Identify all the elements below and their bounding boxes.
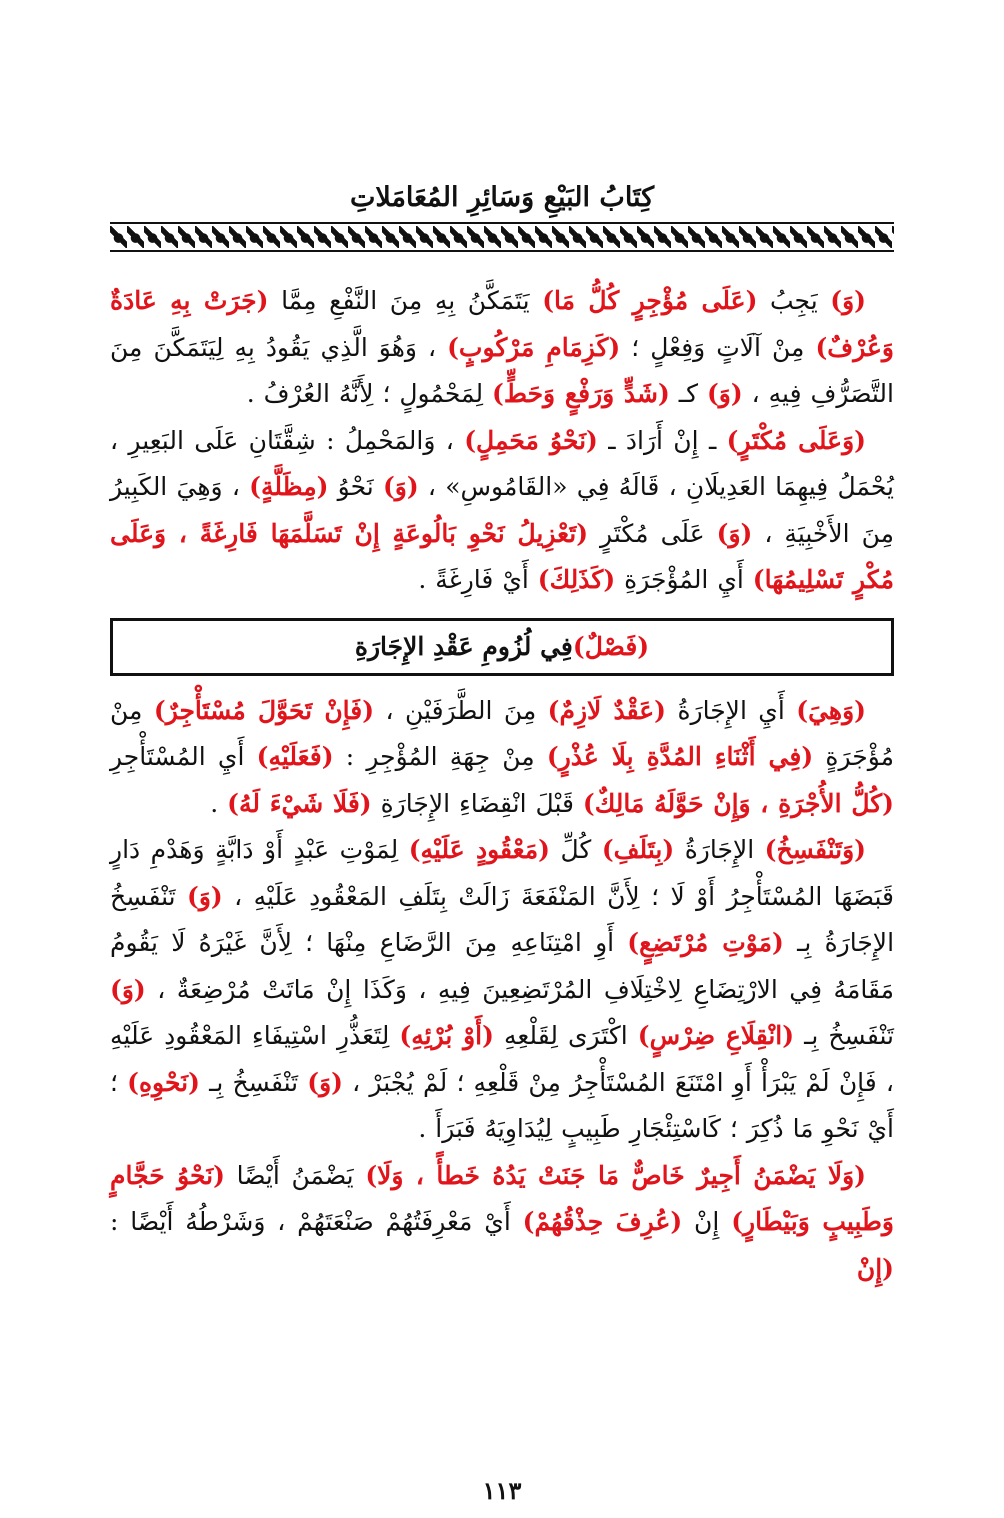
sharh-text-segment: أَيْ مَعْرِفَتُهُمْ صَنْعَتَهُمْ ، وَشَرْطُهُ أَيْضًا : bbox=[110, 1207, 523, 1236]
matn-text-segment: (نَحْوُ حَجَّامٍ وَطَبِيبٍ وَبَيْطَارٍ) bbox=[110, 1160, 894, 1236]
matn-text-segment: (مَعْقُودٍ عَلَيْهِ) bbox=[408, 835, 550, 864]
matn-text-segment: (إِنْ bbox=[856, 1253, 894, 1283]
matn-text-segment: (وَ) bbox=[830, 286, 866, 315]
matn-text-segment: (وَ) bbox=[706, 379, 743, 408]
section-heading-label: (فَصْلٌ) bbox=[572, 632, 650, 661]
sharh-text-segment: ، وَهِيَ الكَبِيرُ مِنَ الأَخْبِيَةِ ، bbox=[110, 472, 895, 548]
matn-text-segment: (كُلُّ الأُجْرَةِ ، وَإِنْ حَوَّلَهُ مَالِكٌ) bbox=[582, 788, 894, 818]
sharh-text-segment: يَتَمَكَّنُ بِهِ مِنَ النَّفْعِ مِمَّا bbox=[268, 286, 543, 315]
page-body bbox=[110, 180, 894, 1292]
matn-text-segment: (وَ) bbox=[307, 1067, 344, 1097]
sharh-text-segment: أَيِ الإِجَارَةُ bbox=[666, 695, 797, 725]
paragraph bbox=[110, 418, 894, 604]
matn-text-segment: (نَحْوُ مَحَمِلٍ) bbox=[464, 425, 598, 455]
matn-text-segment: (شَدٍّ وَرَفْعٍ وَحَطٍّ) bbox=[492, 379, 670, 408]
matn-text-segment: (مَوْتِ مُرْتَضِعٍ) bbox=[627, 928, 784, 957]
matn-text-segment: (نَحْوِهِ) bbox=[127, 1067, 200, 1097]
matn-text-segment: (بِتَلَفِ) bbox=[601, 835, 675, 864]
sharh-text-segment: مِنْ جِهَةِ المُؤْجِرِ : bbox=[333, 742, 547, 771]
matn-text-segment: (عَقْدٌ لَازِمٌ) bbox=[547, 695, 667, 725]
sharh-text-segment: قَبْلَ انْقِضَاءِ الإِجَارَةِ bbox=[371, 788, 583, 818]
sharh-text-segment: أَوِ امْتِنَاعِهِ مِنَ الرَّضَاعِ مِنْهَا ؛ لِأَنَّ غَيْرَهُ لَا يَقُومُ مَقَامَهُ فِي الارْتِضَاعِ لِاخْتِلَافِ المُرْتَضِعِينَ فِيهِ ، وَكَذَا إِنْ مَاتَتْ مُرْضِعَةٌ ، bbox=[110, 928, 894, 1004]
matn-text-segment: (عَلَى مُؤْجِرٍ كُلُّ مَا) bbox=[542, 286, 758, 315]
sharh-text-segment: مِنْ آلَاتٍ وَفِعْلٍ ؛ bbox=[620, 332, 816, 362]
sharh-text-segment: . bbox=[210, 788, 228, 818]
sharh-text-segment: ـ إِنْ أَرَادَ ـ bbox=[597, 425, 727, 455]
page-number: ١١٣ bbox=[482, 1476, 522, 1505]
sharh-text-segment: كـ bbox=[669, 379, 707, 408]
matn-text-segment: (وَ) bbox=[382, 472, 419, 501]
sharh-text-segment: عَلَى مُكْتَرٍ bbox=[588, 518, 717, 548]
matn-text-segment: (مِظَلَّةٍ) bbox=[249, 472, 329, 501]
matn-text-segment: (كَزِمَامِ مَرْكُوبٍ) bbox=[447, 332, 621, 362]
sharh-text-segment: ، وَالمَحْمِلُ : شِقَّتَانِ عَلَى البَعِيرِ ، يُحْمَلُ فِيهِمَا العَدِيلَانِ ، قَالَهُ فِي «القَامُوسِ» ، bbox=[110, 425, 894, 501]
sharh-text-segment: أَيِ المُؤْجَرَةِ bbox=[615, 565, 753, 594]
sharh-text-segment: لِتَعَذُّرِ اسْتِيفَاءِ المَعْقُودِ عَلَيْهِ ، فَإِنْ لَمْ يَبْرَأْ أَوِ امْتَنَعَ المُسْتَأْجِرُ مِنْ قَلْعِهِ ؛ لَمْ يُجْبَرْ ، bbox=[110, 1021, 894, 1097]
sharh-text-segment: تَنْفَسِخُ بِـ bbox=[199, 1067, 308, 1097]
sharh-text-segment: يَضْمَنُ أَيْضًا bbox=[224, 1160, 366, 1190]
matn-text-segment: (جَرَتْ بِهِ عَادَةٌ وَعُرْفٌ) bbox=[110, 286, 894, 362]
sharh-text-segment: أَيِ المُسْتَأْجِرِ bbox=[110, 742, 257, 771]
matn-text-segment: (وَتَنْفَسِخُ) bbox=[764, 835, 866, 864]
sharh-text-segment: تَنْفَسِخُ الإِجَارَةُ بِـ bbox=[110, 881, 895, 957]
paragraph bbox=[110, 688, 894, 828]
sharh-text-segment: إِنْ bbox=[682, 1207, 732, 1236]
matn-text-segment: (فِي أَثْنَاءِ المُدَّةِ بِلَا عُذْرٍ) bbox=[546, 742, 814, 771]
matn-text-segment: (أَوْ بُرْئِهِ) bbox=[399, 1021, 494, 1050]
sharh-text-segment: ؛ أَيْ نَحْوِ مَا ذُكِرَ ؛ كَاسْتِئْجَارِ طَبِيبٍ لِيُدَاوِيَهُ فَبَرَأَ . bbox=[110, 1067, 894, 1143]
running-header-title: كِتَابُ البَيْعِ وَسَائِرِ المُعَامَلاتِ bbox=[349, 182, 655, 213]
matn-text-segment: (فَلَا شَيْءَ لَهُ) bbox=[227, 788, 372, 818]
sharh-text-segment: يَجِبُ bbox=[757, 286, 831, 315]
matn-text-segment: (وَ) bbox=[716, 518, 753, 548]
text-block-top bbox=[110, 278, 894, 604]
section-heading-box bbox=[110, 618, 894, 676]
matn-text-segment: (وَلَا يَضْمَنُ أَجِيرٌ خَاصٌّ مَا جَنَتْ يَدُهُ خَطأً ، وَلَا) bbox=[365, 1160, 867, 1190]
sharh-text-segment: لِمَحْمُولٍ ؛ لِأَنَّهُ العُرْفُ . bbox=[246, 379, 493, 408]
matn-text-segment: (عُرِفَ حِذْقُهُمْ) bbox=[522, 1207, 683, 1236]
sharh-text-segment: أَيْ فَارِغَةً . bbox=[418, 565, 538, 594]
matn-text-segment: (وَ) bbox=[110, 974, 146, 1004]
text-block-bottom bbox=[110, 688, 894, 1293]
paragraph bbox=[110, 1153, 894, 1293]
sharh-text-segment: مِنَ الطَّرَفَيْنِ ، bbox=[374, 695, 548, 725]
matn-text-segment: (كَذَلِكَ) bbox=[537, 565, 616, 594]
sharh-text-segment: اكْتَرَى لِقَلْعِهِ bbox=[493, 1021, 638, 1050]
section-heading-title: فِي لُزُومِ عَقْدِ الإِجَارَةِ bbox=[354, 632, 573, 661]
decorative-border-ornament bbox=[110, 222, 894, 252]
sharh-text-segment: الإِجَارَةُ bbox=[674, 835, 765, 864]
matn-text-segment: (فَإِنْ تَحَوَّلَ مُسْتَأْجِرٌ) bbox=[153, 695, 375, 725]
matn-text-segment: (تَعْزِيلُ نَحْوِ بَالُوعَةٍ إِنْ تَسَلَّمَهَا فَارِغَةً ، وَعَلَى مُكْرٍ تَسْلِيمُهَا) bbox=[110, 518, 894, 594]
sharh-text-segment: ، وَهُوَ الَّذِي يَقُودُ بِهِ لِيَتَمَكَّنَ مِنَ التَّصَرُّفِ فِيهِ ، bbox=[110, 332, 894, 408]
matn-text-segment: (انْقِلَاعِ ضِرْسٍ) bbox=[637, 1021, 795, 1050]
sharh-text-segment: مِنْ مُؤْجَرَةٍ bbox=[110, 695, 894, 771]
matn-text-segment: (وَهِيَ) bbox=[796, 695, 867, 725]
sharh-text-segment: كُلِّ bbox=[549, 835, 602, 864]
sharh-text-segment: نَحْوُ bbox=[328, 472, 383, 501]
paragraph bbox=[110, 278, 894, 418]
matn-text-segment: (وَعَلَى مُكْتَرٍ) bbox=[726, 425, 866, 455]
sharh-text-segment: تَنْفَسِخُ بِـ bbox=[794, 1021, 894, 1050]
matn-text-segment: (وَ) bbox=[187, 881, 223, 911]
matn-text-segment: (فَعَلَيْهِ) bbox=[256, 742, 334, 771]
paragraph bbox=[110, 827, 894, 1153]
sharh-text-segment: لِمَوْتِ عَبْدٍ أَوْ دَابَّةٍ وَهَدْمِ دَارٍ قَبَضَهَا المُسْتَأْجِرُ أَوْ لَا ؛ لِأَنَّ المَنْفَعَةَ زَالَتْ بِتَلَفِ المَعْقُودِ عَلَيْهِ ، bbox=[110, 835, 894, 911]
